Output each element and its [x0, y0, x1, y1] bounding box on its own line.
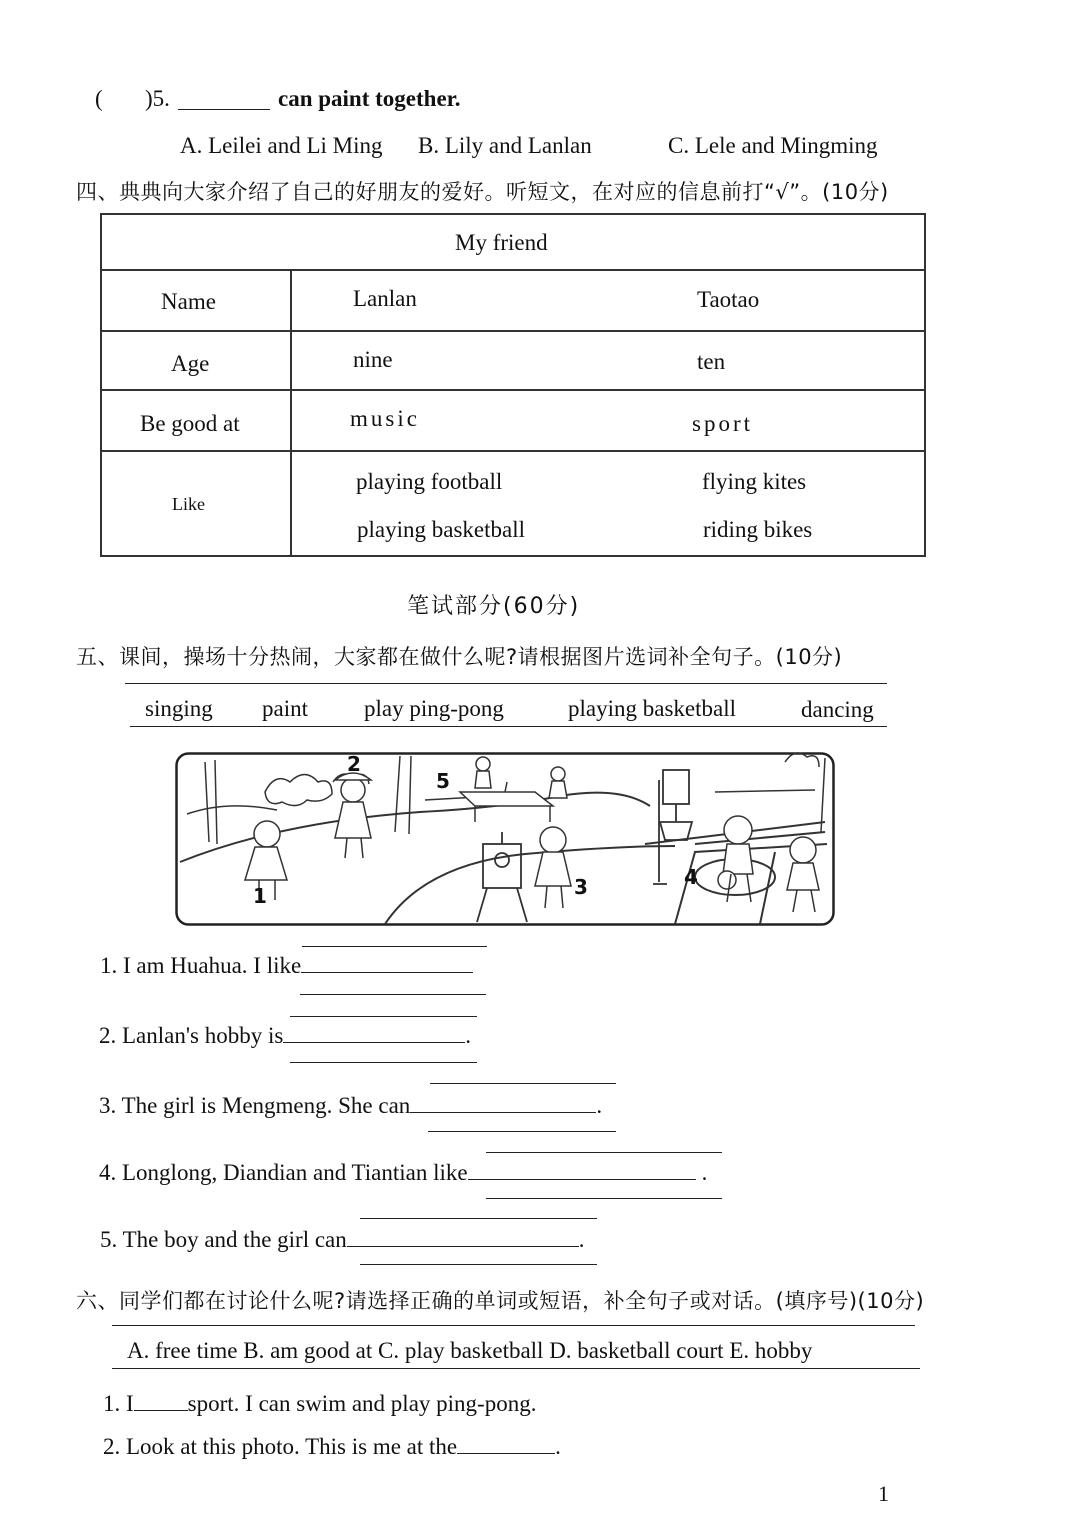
section6-heading: 六、同学们都在讨论什么呢?请选择正确的单词或短语，补全句子或对话。(填序号)(10分) — [76, 1289, 925, 1313]
section6-item-2 — [103, 1434, 561, 1460]
like-playing-basketball[interactable]: playing basketball — [357, 517, 525, 542]
scene-label-4: 4 — [684, 865, 698, 889]
good-at-sport[interactable]: sport — [692, 411, 753, 436]
word-playing-basketball: playing basketball — [568, 696, 736, 721]
scene-label-2: 2 — [347, 752, 361, 776]
word-play-ping-pong: play ping-pong — [364, 696, 504, 721]
sentence-3-end: . — [596, 1093, 603, 1118]
question-stem: can paint together. — [278, 86, 461, 111]
section4-heading: 四、典典向大家介绍了自己的好朋友的爱好。听短文，在对应的信息前打“√”。(10分) — [76, 180, 889, 204]
sentence-2 — [99, 1023, 471, 1049]
sentence-5 — [100, 1227, 585, 1253]
item-2-blank[interactable] — [457, 1453, 555, 1454]
age-nine[interactable]: nine — [353, 347, 393, 372]
section6-options: A. free time B. am good at C. play basketball D. basketball court E. hobby — [127, 1338, 813, 1363]
question-number: )5. — [145, 86, 170, 111]
row-label-name: Name — [161, 289, 216, 314]
item-1-pre: 1. I — [103, 1391, 134, 1416]
option-b: B. Lily and Lanlan — [418, 133, 592, 158]
scene-label-3: 3 — [574, 875, 588, 899]
section6-item-1 — [103, 1391, 536, 1417]
sentence-2-text: 2. Lanlan's hobby is — [99, 1023, 284, 1048]
sentence-1 — [100, 953, 473, 979]
sentence-5-blank[interactable] — [347, 1246, 579, 1247]
row-label-age: Age — [171, 351, 210, 376]
like-playing-football[interactable]: playing football — [356, 469, 503, 494]
sentence-4 — [99, 1160, 707, 1186]
table-title: My friend — [455, 230, 548, 255]
word-singing: singing — [145, 696, 213, 721]
item-2-pre: 2. Look at this photo. This is me at the — [103, 1434, 458, 1459]
like-riding-bikes[interactable]: riding bikes — [703, 517, 813, 542]
page-number: 1 — [878, 1481, 889, 1506]
sentence-4-end: . — [701, 1160, 708, 1185]
sentence-1-text: 1. I am Huahua. I like — [100, 953, 302, 978]
sentence-3 — [99, 1093, 602, 1119]
sentence-5-text: 5. The boy and the girl can — [100, 1227, 347, 1252]
option-c: C. Lele and Mingming — [668, 133, 878, 158]
section5-heading: 五、课间，操场十分热闹，大家都在做什么呢?请根据图片选词补全句子。(10分) — [76, 645, 843, 669]
sentence-3-blank[interactable] — [410, 1112, 596, 1113]
option-a: A. Leilei and Li Ming — [180, 133, 383, 158]
age-ten[interactable]: ten — [697, 349, 726, 374]
sentence-2-blank[interactable] — [283, 1042, 465, 1043]
sentence-5-end: . — [578, 1227, 585, 1252]
scene-label-5: 5 — [436, 769, 450, 793]
answer-bracket-open: ( — [95, 86, 103, 111]
row-label-good-at: Be good at — [140, 411, 240, 436]
sentence-3-text: 3. The girl is Mengmeng. She can — [99, 1093, 411, 1118]
good-at-music[interactable]: music — [350, 406, 420, 431]
item-2-post: . — [555, 1434, 561, 1459]
item-1-blank[interactable] — [134, 1410, 188, 1411]
sentence-1-blank[interactable] — [301, 972, 473, 973]
name-taotao[interactable]: Taotao — [697, 287, 760, 312]
name-lanlan[interactable]: Lanlan — [353, 286, 417, 311]
word-dancing: dancing — [801, 697, 874, 722]
sentence-2-end: . — [465, 1023, 472, 1048]
row-label-like: Like — [172, 494, 205, 514]
like-flying-kites[interactable]: flying kites — [702, 469, 807, 494]
sentence-4-text: 4. Longlong, Diandian and Tiantian like — [99, 1160, 468, 1185]
sentence-4-blank[interactable] — [468, 1179, 696, 1180]
word-paint: paint — [262, 696, 308, 721]
playground-illustration — [175, 752, 835, 926]
answer-blank[interactable] — [178, 109, 270, 110]
item-1-post: sport. I can swim and play ping-pong. — [187, 1391, 537, 1416]
scene-label-1: 1 — [253, 884, 267, 908]
written-part-heading: 笔试部分(60分) — [407, 594, 581, 619]
